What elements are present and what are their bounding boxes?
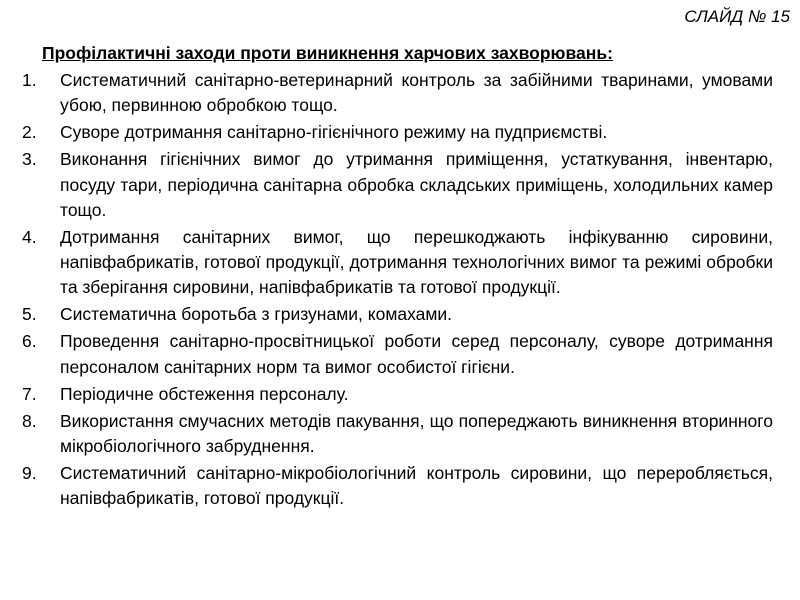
list-item-text: Суворе дотримання санітарно-гігієнічного режиму на пудприємстві.	[60, 122, 608, 143]
list-item	[22, 147, 773, 223]
list-item-number: 8.	[22, 410, 37, 431]
list-item-text: Проведення санітарно-просвітницької роботи серед персоналу, суворе дотримання персоналом санітарних норм та вимог особистої гігієни.	[60, 331, 773, 377]
list-item-text: Систематична боротьба з гризунами, комахами.	[60, 304, 453, 325]
list-item-text: Систематичний санітарно-ветеринарний контроль за забійними тваринами, умовами убою, первинною обробкою тощо.	[60, 70, 773, 116]
list-item-text: Періодичне обстеження персоналу.	[60, 383, 349, 404]
list-item-number: 5.	[22, 304, 37, 325]
list-item-number: 6.	[22, 331, 37, 352]
list-item	[22, 68, 773, 118]
list-item-text: Виконання гігієнічних вимог до утримання приміщення, устаткування, інвентарю, посуду тари, періодична санітарна обробка складських приміщень, холодильних камер тощо.	[60, 149, 773, 220]
list-item-number: 7.	[22, 383, 37, 404]
list-item	[22, 409, 773, 459]
list-item	[22, 225, 773, 301]
list-item-number: 1.	[22, 70, 37, 90]
slide-number-label: СЛАЙД № 15	[684, 7, 790, 26]
list-item	[22, 120, 773, 145]
list-item	[22, 382, 773, 407]
measures-list	[22, 68, 773, 513]
list-item-number: 3.	[22, 149, 37, 170]
slide-title: Профілактичні заходи проти виникнення харчових захворювань:	[42, 43, 613, 63]
list-item-number: 9.	[22, 463, 37, 484]
list-item	[22, 461, 773, 511]
list-item-number: 2.	[22, 122, 37, 143]
list-item-text: Систематичний санітарно-мікробіологічний контроль сировини, що переробляється, напівфабрикатів, готової продукції.	[60, 463, 773, 509]
list-item-text: Використання смучасних методів пакування, що попереджають виникнення вторинного мікробіологічного забруднення.	[60, 410, 773, 457]
list-item-text: Дотримання санітарних вимог, що перешкоджають інфікуванню сировини, напівфабрикатів, готової продукції, дотримання технологічних вимог та режимі обробки та зберігання сировини, напівфабрикатів та готової продукції.	[60, 226, 773, 298]
list-item	[22, 302, 773, 327]
list-item-number: 4.	[22, 226, 37, 247]
list-item	[22, 329, 773, 379]
